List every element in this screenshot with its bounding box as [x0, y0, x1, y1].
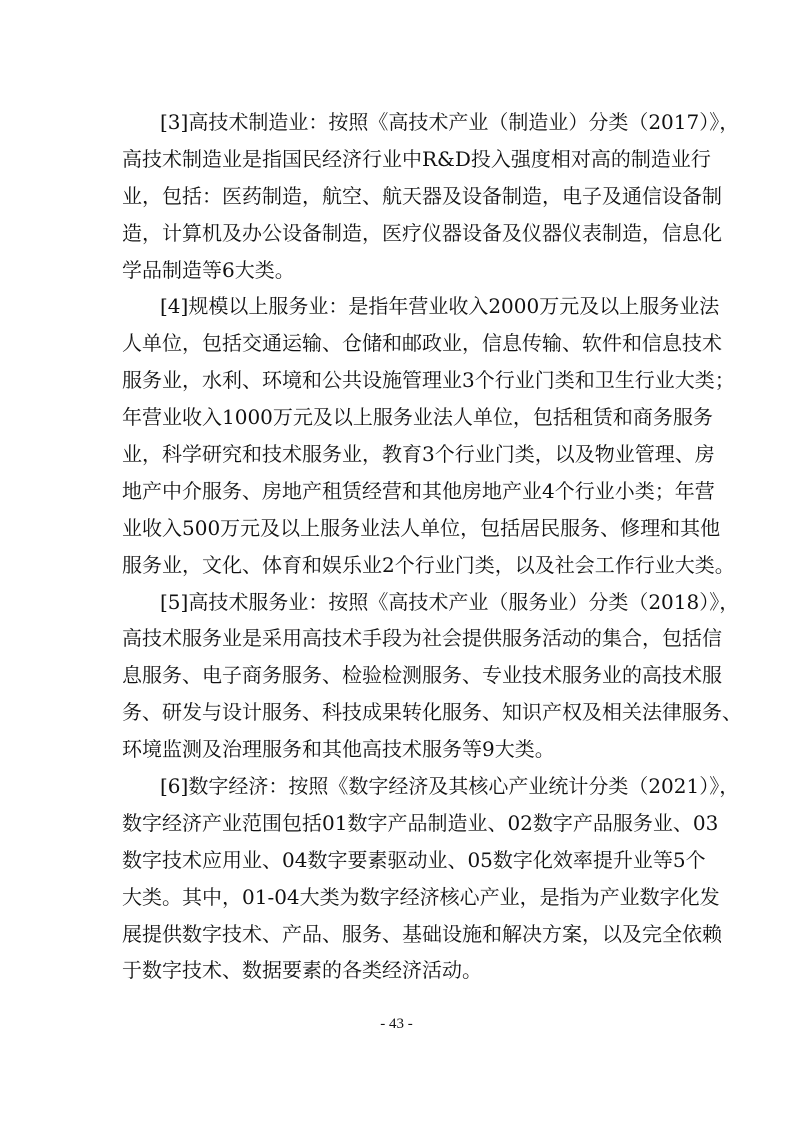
text-line: 环境监测及治理服务和其他高技术服务等9大类。 [122, 737, 555, 762]
text-line: 服务业，水利、环境和公共设施管理业3个行业门类和卫生行业大类； [122, 368, 735, 393]
page-number: - 43 - [380, 1016, 413, 1032]
text-line: [6]数字经济：按照《数字经济及其核心产业统计分类（2021）》， [160, 774, 740, 799]
document-body [122, 104, 742, 989]
text-line: 人单位，包括交通运输、仓储和邮政业，信息传输、软件和信息技术 [122, 331, 722, 356]
text-line: 息服务、电子商务服务、检验检测服务、专业技术服务业的高技术服 [122, 663, 722, 688]
paragraph-3 [122, 104, 740, 288]
text-line: 业，科学研究和技术服务业，教育3个行业门类，以及物业管理、房 [122, 442, 715, 467]
paragraph-5 [122, 584, 742, 768]
text-line: 造，计算机及办公设备制造，医疗仪器设备及仪器仪表制造，信息化 [122, 220, 722, 245]
text-line: 大类。其中，01-04大类为数字经济核心产业，是指为产业数字化发 [122, 884, 720, 909]
text-line: 数字经济产业范围包括01数字产品制造业、02数字产品服务业、03 [122, 810, 719, 835]
paragraph-4 [122, 288, 735, 583]
text-line: [3]高技术制造业：按照《高技术产业（制造业）分类（2017）》， [160, 110, 740, 134]
text-line: 数字技术应用业、04数字要素驱动业、05数字化效率提升业等5个 [122, 847, 706, 872]
text-line: 服务业，文化、体育和娱乐业2个行业门类，以及社会工作行业大类。 [122, 552, 735, 577]
text-line: 业收入500万元及以上服务业法人单位，包括居民服务、修理和其他 [122, 515, 721, 540]
text-line: 务、研发与设计服务、科技成果转化服务、知识产权及相关法律服务、 [122, 700, 742, 725]
text-line: 高技术服务业是采用高技术手段为社会提供服务活动的集合，包括信 [122, 626, 722, 651]
text-line: 高技术制造业是指国民经济行业中R&D投入强度相对高的制造业行 [122, 146, 711, 171]
text-line: 地产中介服务、房地产租赁经营和其他房地产业4个行业小类；年营 [122, 478, 715, 503]
text-line: 学品制造等6大类。 [122, 257, 295, 282]
text-line: 年营业收入1000万元及以上服务业法人单位，包括租赁和商务服务 [122, 405, 713, 430]
text-line: 业，包括：医药制造，航空、航天器及设备制造，电子及通信设备制 [122, 183, 722, 208]
text-line: 于数字技术、数据要素的各类经济活动。 [122, 958, 482, 983]
paragraph-6 [122, 768, 740, 989]
text-line: [5]高技术服务业：按照《高技术产业（服务业）分类（2018）》， [160, 589, 740, 614]
text-line: [4]规模以上服务业：是指年营业收入2000万元及以上服务业法 [160, 294, 720, 319]
text-line: 展提供数字技术、产品、服务、基础设施和解决方案，以及完全依赖 [122, 921, 722, 946]
